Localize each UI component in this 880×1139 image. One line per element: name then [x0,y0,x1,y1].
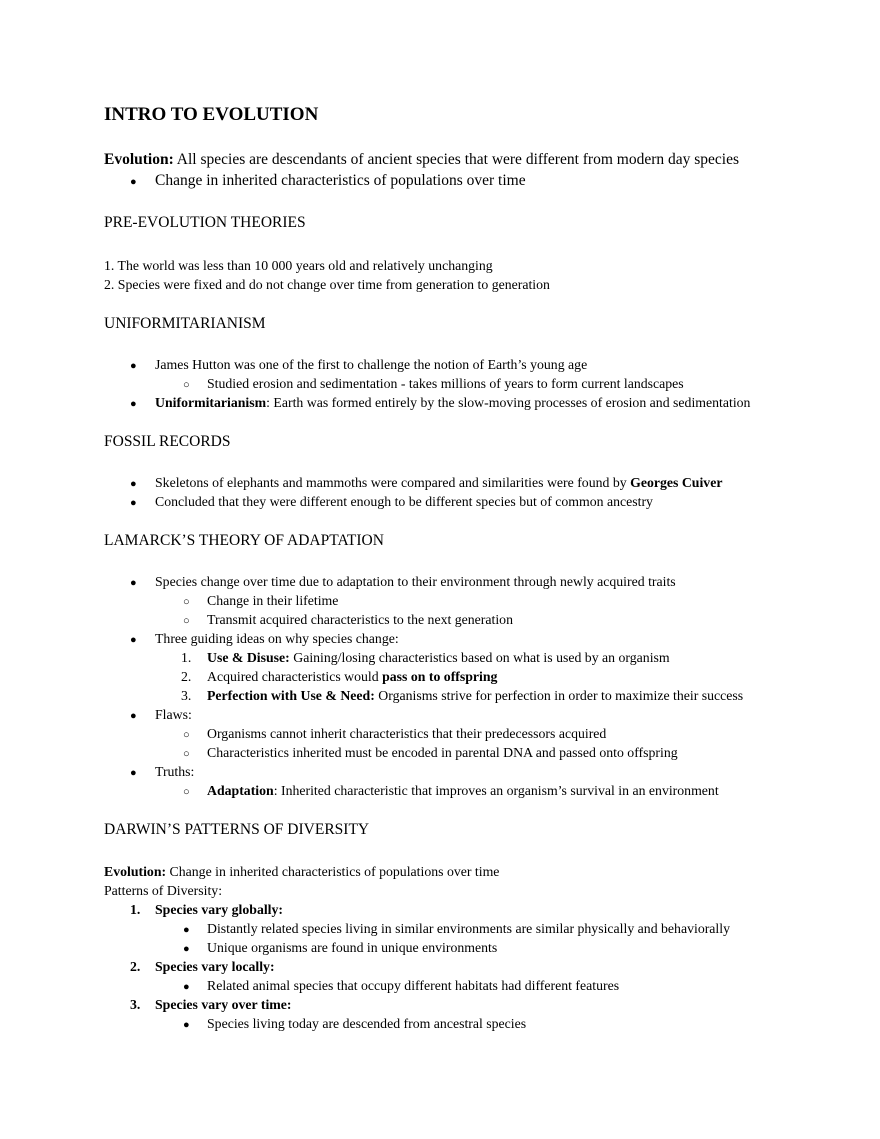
pattern-3: Species vary over time: [155,997,292,1012]
lamarck-idea-2-number: 2. [181,669,192,684]
lamarck-bullet-2: Three guiding ideas on why species change: [155,631,399,646]
bullet-icon: ● [130,176,137,188]
bullet-icon: ● [130,398,137,410]
darwin-definition [104,864,499,880]
pre-evolution-item-1: 1. The world was less than 10 000 years old and relatively unchanging [104,258,493,273]
lamarck-flaw-1: Organisms cannot inherit characteristics that their predecessors acquired [207,726,607,741]
bullet-icon: ● [183,924,190,936]
bullet-icon: ● [183,1019,190,1031]
lamarck-bullet-1: Species change over time due to adaptation to their environment through newly acquired traits [155,574,676,589]
evolution-term: Evolution: [104,151,174,168]
fossil-text: Skeletons of elephants and mammoths were compared and similarities were found by [155,475,631,490]
pre-evolution-item-2: 2. Species were fixed and do not change over time from generation to generation [104,277,550,292]
bullet-icon: ● [130,634,137,646]
idea-term: Use & Disuse: [207,650,290,665]
uniformitarianism-text: : Earth was formed entirely by the slow-moving processes of erosion and sedimentation [266,395,751,410]
lamarck-flaw-2: Characteristics inherited must be encoded in parental DNA and passed onto offspring [207,745,678,760]
circle-bullet-icon: ○ [183,596,190,608]
pattern-2-sub: Related animal species that occupy different habitats had different features [207,978,620,993]
pattern-1-sub-1: Distantly related species living in similar environments are similar physically and behaviorally [207,921,730,936]
darwin-def-text: Change in inherited characteristics of populations over time [166,864,500,879]
lamarck-truths-label: Truths: [155,764,195,779]
lamarck-idea-2 [207,669,497,685]
truth-text: : Inherited characteristic that improves an organism’s survival in an environment [273,783,719,798]
circle-bullet-icon: ○ [183,786,190,798]
pattern-3-sub: Species living today are descended from ancestral species [207,1016,527,1031]
circle-bullet-icon: ○ [183,748,190,760]
heading-pre-evolution: PRE-EVOLUTION THEORIES [104,214,306,231]
pattern-1-number: 1. [130,902,141,917]
patterns-label: Patterns of Diversity: [104,883,223,898]
fossil-name: Georges Cuiver [630,475,723,490]
page-title: INTRO TO EVOLUTION [104,104,319,125]
bullet-icon: ● [130,497,137,509]
idea-bold: pass on to offspring [382,669,498,684]
uniformitarianism-bullet-2 [155,395,750,411]
idea-text: Gaining/losing characteristics based on what is used by an organism [289,650,670,665]
bullet-icon: ● [130,577,137,589]
fossil-bullet-2: Concluded that they were different enough to be different species but of common ancestry [155,494,653,509]
bullet-icon: ● [183,943,190,955]
pattern-2-number: 2. [130,959,141,974]
pattern-3-number: 3. [130,997,141,1012]
lamarck-idea-1 [207,650,670,666]
bullet-icon: ● [130,478,137,490]
bullet-icon: ● [130,710,137,722]
heading-lamarck: LAMARCK’S THEORY OF ADAPTATION [104,532,384,549]
heading-uniformitarianism: UNIFORMITARIANISM [104,315,266,332]
lamarck-sub-1: Change in their lifetime [207,593,339,608]
uniformitarianism-term: Uniformitarianism [155,395,267,410]
bullet-icon: ● [183,981,190,993]
idea-text: Acquired characteristics would [207,669,383,684]
darwin-term: Evolution: [104,864,167,879]
circle-bullet-icon: ○ [183,379,190,391]
bullet-icon: ● [130,767,137,779]
uniformitarianism-sub-bullet: Studied erosion and sedimentation - takes millions of years to form current landscapes [207,376,684,391]
idea-text: Organisms strive for perfection in order to maximize their success [374,688,744,703]
evolution-bullet: Change in inherited characteristics of populations over time [155,172,526,189]
truth-term: Adaptation [207,783,274,798]
lamarck-idea-3-number: 3. [181,688,192,703]
lamarck-idea-3 [207,688,743,704]
idea-term: Perfection with Use & Need: [207,688,375,703]
heading-fossil-records: FOSSIL RECORDS [104,433,231,450]
bullet-icon: ● [130,360,137,372]
circle-bullet-icon: ○ [183,729,190,741]
evolution-definition [104,151,739,169]
circle-bullet-icon: ○ [183,615,190,627]
lamarck-idea-1-number: 1. [181,650,192,665]
heading-darwin: DARWIN’S PATTERNS OF DIVERSITY [104,821,370,838]
pattern-1: Species vary globally: [155,902,283,917]
lamarck-sub-2: Transmit acquired characteristics to the next generation [207,612,513,627]
lamarck-truth [207,783,719,799]
pattern-2: Species vary locally: [155,959,275,974]
pattern-1-sub-2: Unique organisms are found in unique environments [207,940,498,955]
fossil-bullet-1 [155,475,722,491]
uniformitarianism-bullet-1: James Hutton was one of the first to challenge the notion of Earth’s young age [155,357,588,372]
lamarck-flaws-label: Flaws: [155,707,192,722]
evolution-text: All species are descendants of ancient species that were different from modern day species [173,151,740,168]
